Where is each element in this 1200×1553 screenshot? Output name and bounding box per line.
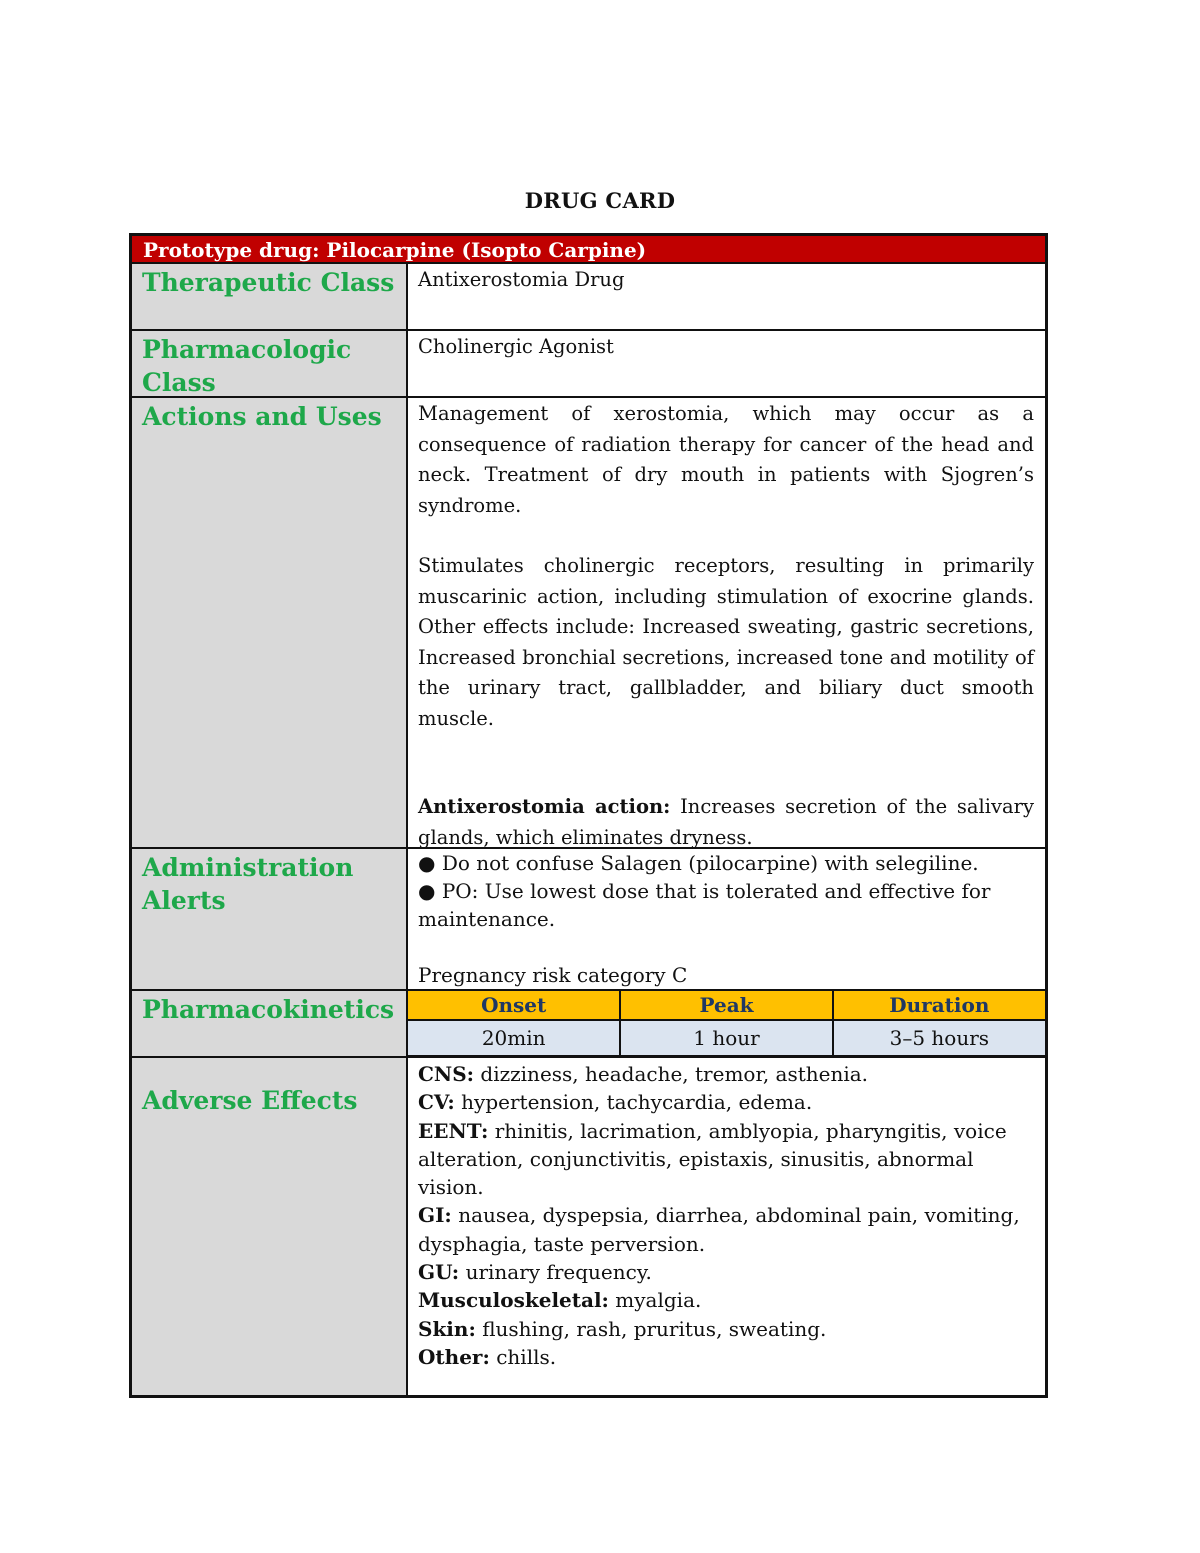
actions-paragraph-1: Management of xerostomia, which may occur as a consequence of radiation therapy for cancer of the head and neck. Treatment of dry mouth in patients with Sjogren’s syndrome. <box>418 402 1034 517</box>
document-title: DRUG CARD <box>524 188 676 213</box>
pregnancy-risk: Pregnancy risk category C <box>418 963 688 987</box>
bullet-icon: ● <box>418 879 436 903</box>
antixerostomia-action-label: Antixerostomia action: <box>418 795 671 818</box>
adverse-effect-item <box>418 1343 1034 1371</box>
adverse-effect-item <box>418 1060 1034 1088</box>
adverse-effect-item <box>418 1315 1034 1343</box>
pharmacokinetics-grid <box>408 991 1045 1056</box>
administration-alerts-value <box>408 849 1045 989</box>
actions-and-uses-row <box>132 398 1045 849</box>
adverse-effect-item <box>418 1201 1034 1258</box>
adverse-effect-system: CV: <box>418 1090 455 1115</box>
pk-value-peak: 1 hour <box>620 1020 832 1056</box>
alert-bullet-1: ● Do not confuse Salagen (pilocarpine) with selegiline. <box>418 851 979 875</box>
therapeutic-class-row <box>132 264 1045 331</box>
adverse-effect-text: myalgia. <box>615 1288 702 1313</box>
pharmacokinetics-label: Pharmacokinetics <box>132 991 408 1056</box>
actions-paragraph-2: Stimulates cholinergic receptors, resulting in primarily muscarinic action, including stimulation of exocrine glands. Other effects include: Increased sweating, gastric secretions, Increased bronchial secretions, increased tone and motility of the urinary tract, gallbladder, and biliary duct smooth muscle. <box>418 554 1034 730</box>
pk-header-duration: Duration <box>833 991 1045 1020</box>
adverse-effect-item <box>418 1117 1034 1202</box>
prototype-drug-header: Prototype drug: Pilocarpine (Isopto Carpine) <box>132 236 1045 264</box>
adverse-effect-text: rhinitis, lacrimation, amblyopia, pharyngitis, voice alteration, conjunctivitis, epistaxis, sinusitis, abnormal vision. <box>418 1118 1007 1200</box>
adverse-effect-system: Skin: <box>418 1316 476 1341</box>
adverse-effects-row <box>132 1058 1045 1395</box>
adverse-effect-system: Other: <box>418 1344 490 1369</box>
adverse-effect-text: nausea, dyspepsia, diarrhea, abdominal pain, vomiting, dysphagia, taste perversion. <box>418 1203 1020 1256</box>
pk-header-onset: Onset <box>408 991 620 1020</box>
adverse-effect-system: Musculoskeletal: <box>418 1288 609 1313</box>
adverse-effect-system: GI: <box>418 1203 452 1228</box>
actions-paragraph-3 <box>418 792 1034 853</box>
pk-value-duration: 3–5 hours <box>833 1020 1045 1056</box>
adverse-effect-text: flushing, rash, pruritus, sweating. <box>482 1316 827 1341</box>
adverse-effect-system: GU: <box>418 1260 460 1285</box>
drug-card-table <box>129 233 1048 1398</box>
pharmacologic-class-row <box>132 331 1045 398</box>
bullet-icon: ● <box>418 851 436 875</box>
adverse-effect-text: dizziness, headache, tremor, asthenia. <box>480 1062 869 1086</box>
adverse-effect-item <box>418 1088 1034 1116</box>
therapeutic-class-value: Antixerostomia Drug <box>418 268 625 291</box>
adverse-effect-item <box>418 1286 1034 1314</box>
antixerostomia-action-text: Increases secretion of the salivary glands, which eliminates dryness. <box>418 795 1035 849</box>
adverse-effects-label: Adverse Effects <box>132 1058 408 1395</box>
therapeutic-class-label: Therapeutic Class <box>132 264 408 329</box>
adverse-effect-system: CNS: <box>418 1062 475 1086</box>
pharmacologic-class-value: Cholinergic Agonist <box>418 335 614 358</box>
adverse-effects-list <box>408 1058 1045 1395</box>
alert-bullet-2: ● PO: Use lowest dose that is tolerated and effective for maintenance. <box>418 879 991 931</box>
pharmacokinetics-row <box>132 991 1045 1058</box>
adverse-effect-text: chills. <box>496 1344 557 1369</box>
pharmacologic-class-label: Pharmacologic Class <box>132 331 408 396</box>
administration-alerts-row <box>132 849 1045 991</box>
adverse-effect-text: urinary frequency. <box>465 1260 652 1285</box>
adverse-effect-item <box>418 1258 1034 1286</box>
administration-alerts-label: Administration Alerts <box>132 849 408 989</box>
pk-value-onset: 20min <box>408 1020 620 1056</box>
adverse-effect-text: hypertension, tachycardia, edema. <box>461 1090 813 1115</box>
adverse-effect-system: EENT: <box>418 1118 489 1143</box>
actions-and-uses-label: Actions and Uses <box>132 398 408 847</box>
pk-header-peak: Peak <box>620 991 832 1020</box>
actions-and-uses-value <box>408 398 1045 847</box>
